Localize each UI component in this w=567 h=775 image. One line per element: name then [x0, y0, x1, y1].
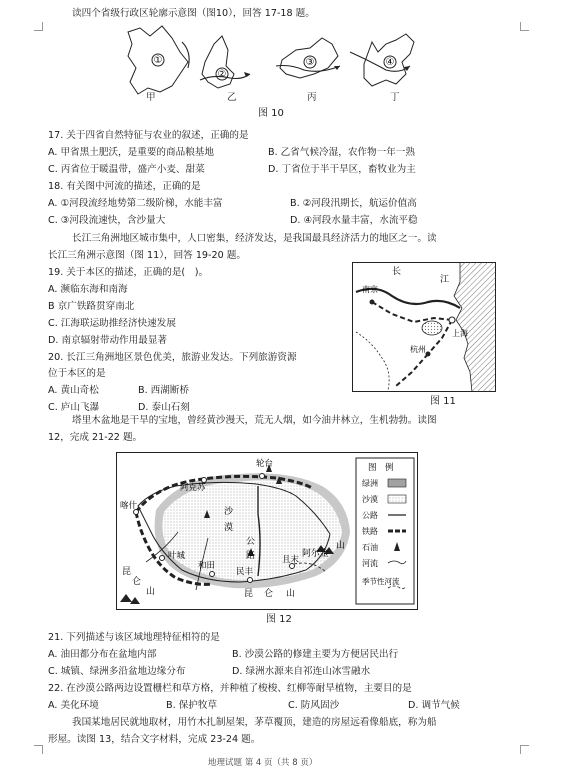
- q18-option-a[interactable]: A. ①河段流经地势第二级阶梯，水能丰富: [48, 198, 223, 209]
- province-name-ding: 丁: [390, 92, 400, 103]
- intro-fig11-line2: 长江三角洲示意图（图 11），回答 19-20 题。: [48, 250, 246, 261]
- figure-10-caption: 图 10: [258, 108, 284, 119]
- province-2-label: ②: [217, 69, 227, 80]
- river-2-arrow: [244, 72, 250, 77]
- label-kun-west: 昆: [122, 567, 132, 577]
- legend-title: 图 例: [368, 463, 394, 473]
- province-4-label: ④: [385, 57, 395, 68]
- label-lun-west: 仑: [132, 577, 142, 587]
- intro-fig12-line2: 12，完成 21-22 题。: [48, 432, 143, 443]
- province-3-label: ③: [305, 57, 315, 68]
- q18-option-b[interactable]: B. ②河段汛期长，航运价值高: [290, 198, 417, 209]
- corner-mark-br: [520, 745, 529, 754]
- label-shan-east: 山: [286, 589, 296, 599]
- intro-fig12-line1: 塔里木盆地是干旱的宝地，曾经黄沙漫天，荒无人烟，如今油井林立，生机勃勃。读图: [72, 415, 437, 426]
- label-sha: 沙: [224, 507, 234, 517]
- q19-stem: 19. 关于本区的描述，正确的是( )。: [48, 267, 209, 278]
- town-luntai: [260, 474, 265, 479]
- q21-option-a[interactable]: A. 油田都分布在盆地内部: [48, 649, 157, 660]
- legend-desert-label: 沙漠: [362, 495, 378, 504]
- label-hangzhou: 杭州: [410, 345, 426, 354]
- q21-option-c[interactable]: C. 城镇、绿洲多沿盆地边缘分布: [48, 666, 186, 677]
- legend-railway-label: 铁路: [362, 527, 378, 536]
- legend-highway-label: 公路: [362, 511, 378, 520]
- label-gong: 公: [246, 537, 256, 547]
- province-name-yi: 乙: [227, 92, 237, 103]
- legend: [356, 458, 414, 604]
- q20-option-b[interactable]: B. 西湖断桥: [138, 385, 190, 396]
- province-name-bing: 丙: [307, 92, 317, 103]
- q19-option-a[interactable]: A. 濒临东海和南海: [48, 284, 128, 295]
- province-name-jia: 甲: [146, 92, 156, 103]
- corner-mark-tl: [34, 22, 43, 31]
- q18-stem: 18. 有关图中河流的描述，正确的是: [48, 181, 201, 192]
- label-shan-aerjin: 山: [336, 541, 346, 551]
- place-kashi: 喀什: [120, 501, 138, 511]
- label-lu: 路: [246, 551, 256, 561]
- q19-option-c[interactable]: C. 江海联运助推经济快速发展: [48, 318, 176, 329]
- label-mo: 漠: [224, 523, 234, 533]
- legend-oil-label: 石油: [362, 543, 378, 552]
- town-yecheng: [160, 556, 165, 561]
- intro-fig11-line1: 长江三角洲地区城市集中，人口密集，经济发达，是我国最具经济活力的地区之一。读: [72, 233, 437, 244]
- place-qiemo: 且末: [282, 555, 300, 565]
- q17-option-c[interactable]: C. 丙省位于暖温带，盛产小麦、甜菜: [48, 164, 205, 175]
- province-1-label: ①: [153, 55, 163, 66]
- figure-11: [352, 262, 496, 392]
- figure-10: [110, 22, 430, 108]
- q21-stem: 21. 下列描述与该区域地理特征相符的是: [48, 632, 220, 643]
- q20-stem-line2: 位于本区的是: [48, 368, 106, 379]
- label-nanjing: 南京: [362, 285, 378, 294]
- place-luntai: 轮台: [256, 459, 274, 469]
- river-4-line: [350, 52, 410, 71]
- label-jiang: 江: [440, 275, 450, 285]
- label-kun-east: 昆: [244, 589, 254, 599]
- q18-option-d[interactable]: D. ④河段水量丰富，水流平稳: [290, 215, 418, 226]
- q18-option-c[interactable]: C. ③河段流速快，含沙量大: [48, 215, 166, 226]
- legend-river-label: 河流: [362, 559, 378, 568]
- label-chang: 长: [392, 267, 402, 277]
- q20-option-a[interactable]: A. 黄山奇松: [48, 385, 99, 396]
- figure-12: [116, 452, 418, 610]
- q17-option-a[interactable]: A. 甲省黑土肥沃，是重要的商品粮基地: [48, 147, 214, 158]
- label-shanghai: 上海: [452, 329, 468, 338]
- q17-stem: 17. 关于四省自然特征与农业的叙述，正确的是: [48, 130, 249, 141]
- place-hetian: 和田: [198, 561, 216, 571]
- figure-12-caption: 图 12: [266, 614, 292, 625]
- label-aerjin: 阿尔金: [302, 549, 330, 559]
- q21-option-d[interactable]: D. 绿洲水源来自祁连山冰雪融水: [232, 666, 371, 677]
- intro-fig10: 读四个省级行政区轮廓示意图（图10），回答 17-18 题。: [72, 8, 315, 19]
- city-nanjing-dot: [370, 300, 375, 305]
- page-footer: 地理试题 第 4 页（共 8 页）: [208, 758, 318, 768]
- intro-fig13-line1: 我国某地居民就地取材，用竹木扎制屋架，茅草覆顶，建造的房屋远看像船底，称为船: [72, 717, 437, 728]
- label-lun-east: 仑: [264, 589, 274, 599]
- q19-option-d[interactable]: D. 南京辐射带动作用最显著: [48, 335, 168, 346]
- taihu-lake: [422, 321, 442, 335]
- river-1-line: [182, 42, 189, 68]
- label-shan-west: 山: [146, 587, 156, 597]
- city-hangzhou-dot: [426, 352, 431, 357]
- q22-option-a[interactable]: A. 美化环境: [48, 700, 99, 711]
- place-akesu: 阿克苏: [180, 483, 206, 493]
- city-shanghai-dot: [449, 317, 455, 323]
- q20-option-d[interactable]: D. 泰山石刻: [138, 402, 190, 413]
- q21-option-b[interactable]: B. 沙漠公路的修建主要为方便居民出行: [232, 649, 399, 660]
- corner-mark-bl: [34, 745, 43, 754]
- q19-option-b[interactable]: B 京广铁路贯穿南北: [48, 301, 135, 312]
- place-minfeng: 民丰: [236, 567, 254, 577]
- q22-option-c[interactable]: C. 防风固沙: [288, 700, 340, 711]
- q17-option-d[interactable]: D. 丁省位于半干旱区，畜牧业为主: [268, 164, 416, 175]
- town-akesu: [202, 478, 207, 483]
- q22-stem: 22. 在沙漠公路两边设置栅栏和草方格，并种植了梭梭、红柳等耐旱植物，主要目的是: [48, 683, 412, 694]
- legend-seasonal-label: 季节性河流: [362, 577, 400, 586]
- province-2-outline: [202, 36, 234, 88]
- q20-option-c[interactable]: C. 庐山飞瀑: [48, 402, 100, 413]
- place-yecheng: 叶城: [168, 551, 186, 561]
- q20-stem-line1: 20. 长江三角洲地区景色优美，旅游业发达。下列旅游资源: [48, 352, 297, 363]
- figure-11-caption: 图 11: [430, 396, 456, 407]
- q22-option-b[interactable]: B. 保护牧草: [166, 700, 218, 711]
- corner-mark-tr: [520, 22, 529, 31]
- intro-fig13-line2: 形屋。读图 13，结合文字材料，完成 23-24 题。: [48, 734, 261, 745]
- legend-oasis-label: 绿洲: [362, 479, 378, 488]
- town-minfeng: [248, 578, 253, 583]
- town-hetian: [210, 572, 215, 577]
- q22-option-d[interactable]: D. 调节气候: [408, 700, 460, 711]
- q17-option-b[interactable]: B. 乙省气候冷湿，农作物一年一熟: [268, 147, 415, 158]
